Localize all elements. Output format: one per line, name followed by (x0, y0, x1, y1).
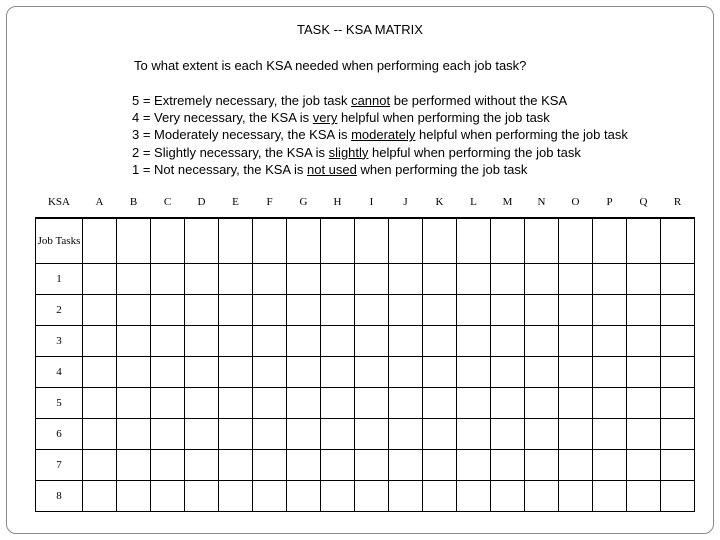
rating-cell[interactable] (83, 295, 117, 326)
rating-cell[interactable] (117, 481, 151, 512)
rating-cell[interactable] (627, 450, 661, 481)
task-row-label: 4 (36, 357, 83, 388)
rating-cell[interactable] (321, 481, 355, 512)
rating-cell[interactable] (287, 218, 321, 264)
rating-cell[interactable] (457, 218, 491, 264)
rating-cell[interactable] (627, 357, 661, 388)
task-row-label: 5 (36, 388, 83, 419)
rating-cell[interactable] (627, 388, 661, 419)
rating-cell[interactable] (525, 388, 559, 419)
table-row (36, 357, 695, 388)
rating-cell[interactable] (185, 481, 219, 512)
rating-cell[interactable] (389, 388, 423, 419)
rating-cell[interactable] (491, 419, 525, 450)
ksa-column-header: B (117, 186, 151, 218)
table-row (36, 326, 695, 357)
task-row-label: 3 (36, 326, 83, 357)
rating-cell[interactable] (253, 419, 287, 450)
rating-cell[interactable] (321, 295, 355, 326)
rating-cell[interactable] (457, 481, 491, 512)
rating-cell[interactable] (151, 450, 185, 481)
rating-cell[interactable] (287, 388, 321, 419)
rating-cell[interactable] (83, 264, 117, 295)
rating-cell[interactable] (559, 450, 593, 481)
rating-cell[interactable] (457, 388, 491, 419)
rating-cell[interactable] (219, 326, 253, 357)
rating-cell[interactable] (253, 450, 287, 481)
rating-cell[interactable] (423, 419, 457, 450)
rating-cell[interactable] (423, 388, 457, 419)
rating-cell[interactable] (185, 357, 219, 388)
rating-cell[interactable] (117, 326, 151, 357)
rating-cell[interactable] (593, 264, 627, 295)
ksa-column-header: P (593, 186, 627, 218)
rating-cell[interactable] (83, 450, 117, 481)
page-title: TASK -- KSA MATRIX (297, 22, 423, 37)
rating-cell[interactable] (185, 450, 219, 481)
rating-cell[interactable] (253, 218, 287, 264)
rating-cell[interactable] (559, 218, 593, 264)
rating-cell[interactable] (661, 450, 695, 481)
rating-cell[interactable] (355, 295, 389, 326)
task-row-label: 8 (36, 481, 83, 512)
rating-cell[interactable] (287, 450, 321, 481)
rating-cell[interactable] (321, 419, 355, 450)
rating-cell[interactable] (219, 295, 253, 326)
rating-cell[interactable] (525, 295, 559, 326)
task-row-label: 2 (36, 295, 83, 326)
rating-cell[interactable] (423, 450, 457, 481)
rating-cell[interactable] (525, 264, 559, 295)
rating-cell[interactable] (355, 481, 389, 512)
rating-cell[interactable] (117, 450, 151, 481)
rating-cell[interactable] (287, 295, 321, 326)
rating-cell[interactable] (151, 388, 185, 419)
table-row (36, 481, 695, 512)
rating-cell[interactable] (253, 264, 287, 295)
scale-item-4: 4 = Very necessary, the KSA is very helpful when performing the job task (132, 110, 550, 126)
rating-cell[interactable] (83, 326, 117, 357)
rating-cell[interactable] (491, 218, 525, 264)
rating-cell[interactable] (457, 419, 491, 450)
rating-cell[interactable] (117, 218, 151, 264)
rating-cell[interactable] (423, 264, 457, 295)
scale-item-1: 1 = Not necessary, the KSA is not used when performing the job task (132, 161, 528, 177)
rating-cell[interactable] (355, 264, 389, 295)
rating-cell[interactable] (457, 295, 491, 326)
rating-cell[interactable] (457, 357, 491, 388)
rating-cell[interactable] (525, 326, 559, 357)
rating-cell[interactable] (559, 264, 593, 295)
rating-cell[interactable] (151, 326, 185, 357)
rating-cell[interactable] (185, 388, 219, 419)
rating-cell[interactable] (627, 481, 661, 512)
rating-cell[interactable] (627, 326, 661, 357)
rating-cell[interactable] (423, 481, 457, 512)
rating-cell[interactable] (389, 264, 423, 295)
rating-cell[interactable] (491, 326, 525, 357)
rating-cell[interactable] (423, 357, 457, 388)
rating-cell[interactable] (287, 357, 321, 388)
rating-cell[interactable] (219, 218, 253, 264)
rating-cell[interactable] (117, 388, 151, 419)
rating-cell[interactable] (559, 388, 593, 419)
rating-cell[interactable] (287, 264, 321, 295)
rating-cell[interactable] (593, 218, 627, 264)
job-tasks-label: Job Tasks (36, 218, 83, 264)
rating-cell[interactable] (185, 218, 219, 264)
rating-cell[interactable] (389, 419, 423, 450)
rating-cell[interactable] (423, 326, 457, 357)
ksa-column-header: L (457, 186, 491, 218)
rating-cell[interactable] (219, 419, 253, 450)
rating-cell[interactable] (219, 357, 253, 388)
rating-cell[interactable] (287, 419, 321, 450)
rating-cell[interactable] (117, 295, 151, 326)
table-row (36, 295, 695, 326)
rating-cell[interactable] (457, 264, 491, 295)
question-text: To what extent is each KSA needed when performing each job task? (134, 58, 527, 73)
rating-cell[interactable] (321, 326, 355, 357)
ksa-column-header: F (253, 186, 287, 218)
rating-cell[interactable] (355, 357, 389, 388)
rating-cell[interactable] (117, 357, 151, 388)
rating-cell[interactable] (321, 218, 355, 264)
rating-cell[interactable] (355, 419, 389, 450)
rating-cell[interactable] (661, 357, 695, 388)
rating-cell[interactable] (593, 295, 627, 326)
rating-cell[interactable] (491, 388, 525, 419)
task-row-label: 1 (36, 264, 83, 295)
rating-cell[interactable] (185, 419, 219, 450)
rating-cell[interactable] (83, 481, 117, 512)
task-row-label: 7 (36, 450, 83, 481)
scale-item-2: 2 = Slightly necessary, the KSA is slightly helpful when performing the job task (132, 144, 581, 160)
rating-cell[interactable] (525, 357, 559, 388)
rating-cell[interactable] (661, 295, 695, 326)
rating-cell[interactable] (593, 481, 627, 512)
rating-cell[interactable] (389, 481, 423, 512)
table-row (36, 450, 695, 481)
rating-cell[interactable] (219, 481, 253, 512)
rating-cell[interactable] (83, 218, 117, 264)
ksa-matrix-table (35, 186, 695, 512)
rating-cell[interactable] (491, 295, 525, 326)
ksa-column-header: K (423, 186, 457, 218)
rating-cell[interactable] (321, 264, 355, 295)
rating-cell[interactable] (219, 264, 253, 295)
rating-cell[interactable] (355, 388, 389, 419)
rating-cell[interactable] (321, 388, 355, 419)
ksa-column-header: N (525, 186, 559, 218)
rating-cell[interactable] (151, 419, 185, 450)
rating-cell[interactable] (423, 295, 457, 326)
rating-cell[interactable] (185, 326, 219, 357)
rating-cell[interactable] (457, 326, 491, 357)
ksa-column-header: R (661, 186, 695, 218)
rating-cell[interactable] (491, 357, 525, 388)
rating-cell[interactable] (593, 357, 627, 388)
rating-cell[interactable] (661, 419, 695, 450)
table-row (36, 264, 695, 295)
rating-cell[interactable] (389, 450, 423, 481)
rating-cell[interactable] (287, 326, 321, 357)
rating-cell[interactable] (151, 295, 185, 326)
rating-cell[interactable] (627, 218, 661, 264)
rating-cell[interactable] (151, 481, 185, 512)
rating-cell[interactable] (355, 450, 389, 481)
table-row (36, 388, 695, 419)
rating-cell[interactable] (219, 450, 253, 481)
rating-cell[interactable] (185, 264, 219, 295)
task-row-label: 6 (36, 419, 83, 450)
rating-cell[interactable] (661, 388, 695, 419)
rating-cell[interactable] (661, 264, 695, 295)
scale-item-3: 3 = Moderately necessary, the KSA is moderately helpful when performing the job task (132, 127, 628, 143)
rating-cell[interactable] (627, 419, 661, 450)
rating-cell[interactable] (151, 357, 185, 388)
rating-cell[interactable] (661, 218, 695, 264)
rating-cell[interactable] (593, 326, 627, 357)
rating-cell[interactable] (355, 326, 389, 357)
rating-cell[interactable] (321, 450, 355, 481)
rating-cell[interactable] (627, 264, 661, 295)
rating-cell[interactable] (83, 419, 117, 450)
rating-cell[interactable] (185, 295, 219, 326)
ksa-column-header: M (491, 186, 525, 218)
rating-cell[interactable] (491, 264, 525, 295)
rating-cell[interactable] (83, 357, 117, 388)
ksa-column-header: A (83, 186, 117, 218)
rating-cell[interactable] (559, 326, 593, 357)
rating-cell[interactable] (491, 481, 525, 512)
ksa-column-header: O (559, 186, 593, 218)
rating-cell[interactable] (525, 218, 559, 264)
rating-cell[interactable] (491, 450, 525, 481)
ksa-column-header: D (185, 186, 219, 218)
rating-cell[interactable] (355, 218, 389, 264)
ksa-corner-label: KSA (36, 186, 83, 218)
rating-cell[interactable] (117, 264, 151, 295)
rating-cell[interactable] (219, 388, 253, 419)
rating-cell[interactable] (627, 295, 661, 326)
rating-cell[interactable] (593, 419, 627, 450)
ksa-column-header: E (219, 186, 253, 218)
scale-item-5: 5 = Extremely necessary, the job task cannot be performed without the KSA (132, 93, 568, 108)
rating-cell[interactable] (151, 264, 185, 295)
rating-cell[interactable] (389, 326, 423, 357)
rating-cell[interactable] (117, 419, 151, 450)
rating-cell[interactable] (559, 419, 593, 450)
ksa-column-header: H (321, 186, 355, 218)
rating-cell[interactable] (83, 388, 117, 419)
header-row (36, 186, 695, 218)
rating-cell[interactable] (287, 481, 321, 512)
rating-cell[interactable] (321, 357, 355, 388)
rating-cell[interactable] (559, 357, 593, 388)
table-row (36, 419, 695, 450)
ksa-column-header: J (389, 186, 423, 218)
rating-cell[interactable] (253, 388, 287, 419)
rating-cell[interactable] (389, 357, 423, 388)
ksa-column-header: G (287, 186, 321, 218)
rating-cell[interactable] (661, 481, 695, 512)
ksa-column-header: Q (627, 186, 661, 218)
rating-cell[interactable] (423, 218, 457, 264)
rating-cell[interactable] (525, 450, 559, 481)
rating-cell[interactable] (457, 450, 491, 481)
job-tasks-row (36, 218, 695, 264)
rating-cell[interactable] (593, 450, 627, 481)
ksa-column-header: C (151, 186, 185, 218)
rating-cell[interactable] (661, 326, 695, 357)
rating-cell[interactable] (559, 481, 593, 512)
rating-cell[interactable] (253, 357, 287, 388)
rating-cell[interactable] (559, 295, 593, 326)
rating-cell[interactable] (253, 481, 287, 512)
rating-cell[interactable] (389, 295, 423, 326)
rating-scale (132, 92, 632, 178)
rating-cell[interactable] (151, 218, 185, 264)
rating-cell[interactable] (525, 481, 559, 512)
rating-cell[interactable] (525, 419, 559, 450)
rating-cell[interactable] (253, 295, 287, 326)
rating-cell[interactable] (253, 326, 287, 357)
rating-cell[interactable] (389, 218, 423, 264)
rating-cell[interactable] (593, 388, 627, 419)
ksa-column-header: I (355, 186, 389, 218)
